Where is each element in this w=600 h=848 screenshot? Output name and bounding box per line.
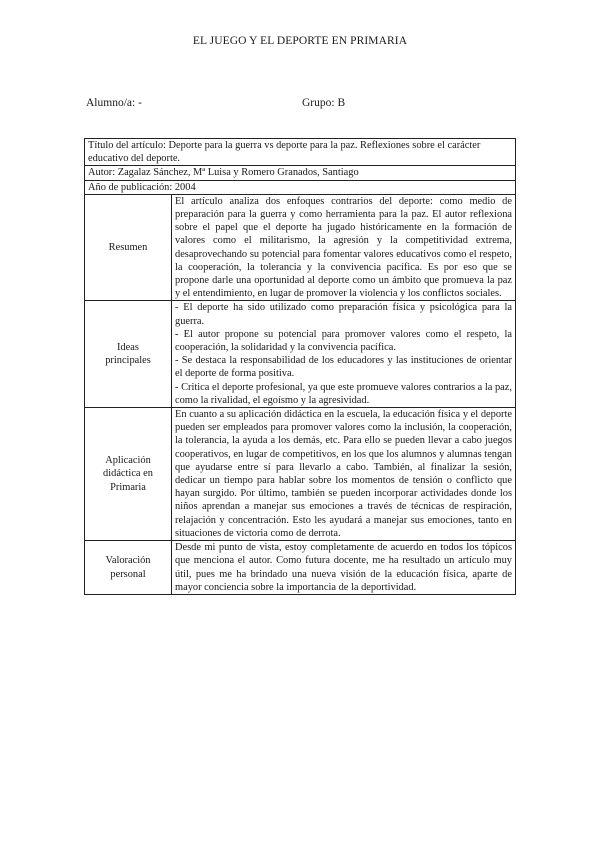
aplicacion-label-line: Primaria <box>110 481 146 493</box>
ideas-label-line: Ideas <box>117 342 139 354</box>
resumen-text: El artículo analiza dos enfoques contrarios del deporte: como medio de preparación para la guerra y como herramienta para la paz. El autor reflexiona sobre el papel que el deporte ha jugado históricamente en la formación de valores como el militarismo, la agresión y la competitividad extrema, desaprovechando su potencial para fomentar valores educativos como el respeto, la cooperación, la tolerancia y la convivencia pacífica. Es por eso que se propone darle una oportunidad al deporte como un ámbito que promueva la paz y el entendimiento, en lugar de promover la violencia y los conflictos sociales. <box>172 194 516 301</box>
valoracion-text: Desde mi punto de vista, estoy completamente de acuerdo en todos los tópicos que menciona el autor. Como futura docente, me ha resultado un artículo muy útil, pues me ha brindado una nueva visión de la educación física, aparte de mayor conciencia sobre la importancia de la deportividad. <box>172 541 516 595</box>
table-row <box>85 180 516 194</box>
aplicacion-text: En cuanto a su aplicación didáctica en la escuela, la educación física y el deporte pueden ser empleados para promover valores como la inclusión, la cooperación, la tolerancia, la ayuda a los demás, etc. Para ello se pueden llevar a cabo juegos cooperativos, en lugar de competitivos, en los que los alumnos y alumnas tengan que ayudarse entre sí para llevarlo a cabo. También, al finalizar la sesión, dedicar un tiempo para hablar sobre los momentos de tensión o conflicto que hayan surgido. Por último, también se pueden incorporar actividades donde los niños aprendan a manejar sus emociones a través de técnicas de respiración, relajación y concentración. Esto les ayudará a manejar sus emociones, tanto en situaciones de victoria como de derrota. <box>172 408 516 541</box>
idea-point: - El autor propone su potencial para promover valores como el respeto, la cooperación, la solidaridad y la convivencia pacífica. <box>175 328 512 354</box>
aplicacion-label-line: Aplicación <box>105 455 151 467</box>
ideas-label <box>85 301 172 408</box>
group-label: Grupo: B <box>302 97 346 109</box>
table-row <box>85 408 516 541</box>
table-row <box>85 541 516 595</box>
idea-point: - Se destaca la responsabilidad de los educadores y las instituciones de orientar el deporte de forma positiva. <box>175 355 512 380</box>
table-row <box>85 194 516 301</box>
ideas-points <box>172 301 516 408</box>
idea-point: - El deporte ha sido utilizado como preparación física y psicológica para la guerra. <box>175 302 512 327</box>
idea-point: - Critica el deporte profesional, ya que este promueve valores contrarios a la paz, como la rivalidad, el egoísmo y la agresividad. <box>175 381 512 406</box>
table-row <box>85 301 516 408</box>
ideas-label-line: principales <box>105 355 151 367</box>
article-author-cell: Autor: Zagalaz Sánchez, Mª Luisa y Romero Granados, Santiago <box>85 166 516 180</box>
table-row <box>85 139 516 166</box>
table-row <box>85 166 516 180</box>
valoracion-label-line: personal <box>110 568 146 580</box>
valoracion-label <box>85 541 172 595</box>
document-title: EL JUEGO Y EL DEPORTE EN PRIMARIA <box>192 35 408 47</box>
aplicacion-label-line: didáctica en <box>103 468 153 480</box>
article-review-table <box>84 138 516 595</box>
article-year-cell: Año de publicación: 2004 <box>85 180 516 194</box>
article-title-cell: Título del artículo: Deporte para la guerra vs deporte para la paz. Reflexiones sobre el carácter educativo del deporte. <box>85 139 516 166</box>
valoracion-label-line: Valoración <box>105 555 151 567</box>
resumen-label: Resumen <box>85 194 172 301</box>
student-label: Alumno/a: - <box>86 97 142 109</box>
aplicacion-label <box>85 408 172 541</box>
